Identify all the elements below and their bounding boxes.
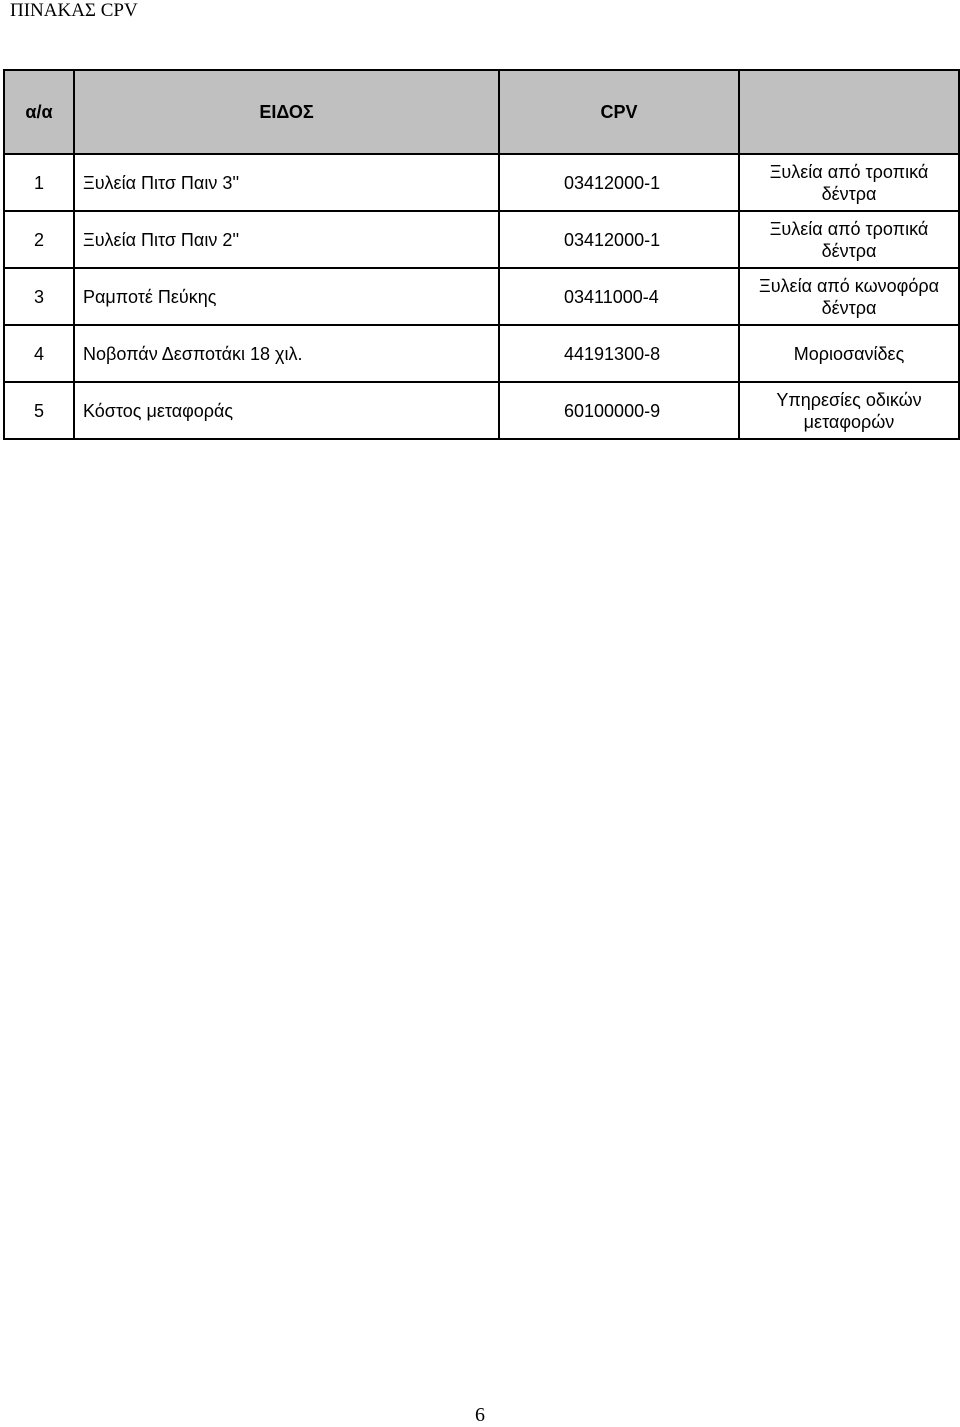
table-row (4, 382, 959, 439)
table-header-row (4, 70, 959, 154)
table-row (4, 325, 959, 382)
header-item: ΕΙΔΟΣ (74, 70, 499, 154)
row-number: 1 (4, 154, 74, 211)
row-cpv-description: Υπηρεσίες οδικών μεταφορών (739, 382, 959, 439)
header-description (739, 70, 959, 154)
row-cpv-code: 44191300-8 (499, 325, 739, 382)
row-cpv-description: Ξυλεία από κωνοφόρα δέντρα (739, 268, 959, 325)
row-cpv-description: Μοριοσανίδες (739, 325, 959, 382)
row-number: 5 (4, 382, 74, 439)
row-item: Νοβοπάν Δεσποτάκι 18 χιλ. (74, 325, 499, 382)
row-cpv-description: Ξυλεία από τροπικά δέντρα (739, 154, 959, 211)
row-cpv-code: 03412000-1 (499, 154, 739, 211)
table-row (4, 211, 959, 268)
row-cpv-code: 03411000-4 (499, 268, 739, 325)
row-item: Ξυλεία Πιτσ Παιν 2'' (74, 211, 499, 268)
document-title: ΠΙΝΑΚΑΣ CPV (10, 0, 138, 21)
row-number: 4 (4, 325, 74, 382)
table-row (4, 154, 959, 211)
cpv-table (3, 69, 960, 440)
row-number: 3 (4, 268, 74, 325)
row-number: 2 (4, 211, 74, 268)
header-cpv: CPV (499, 70, 739, 154)
row-item: Κόστος μεταφοράς (74, 382, 499, 439)
row-item: Ραμποτέ Πεύκης (74, 268, 499, 325)
header-num: α/α (4, 70, 74, 154)
table-row (4, 268, 959, 325)
row-item: Ξυλεία Πιτσ Παιν 3'' (74, 154, 499, 211)
row-cpv-description: Ξυλεία από τροπικά δέντρα (739, 211, 959, 268)
row-cpv-code: 03412000-1 (499, 211, 739, 268)
page-number: 6 (475, 1404, 485, 1426)
row-cpv-code: 60100000-9 (499, 382, 739, 439)
